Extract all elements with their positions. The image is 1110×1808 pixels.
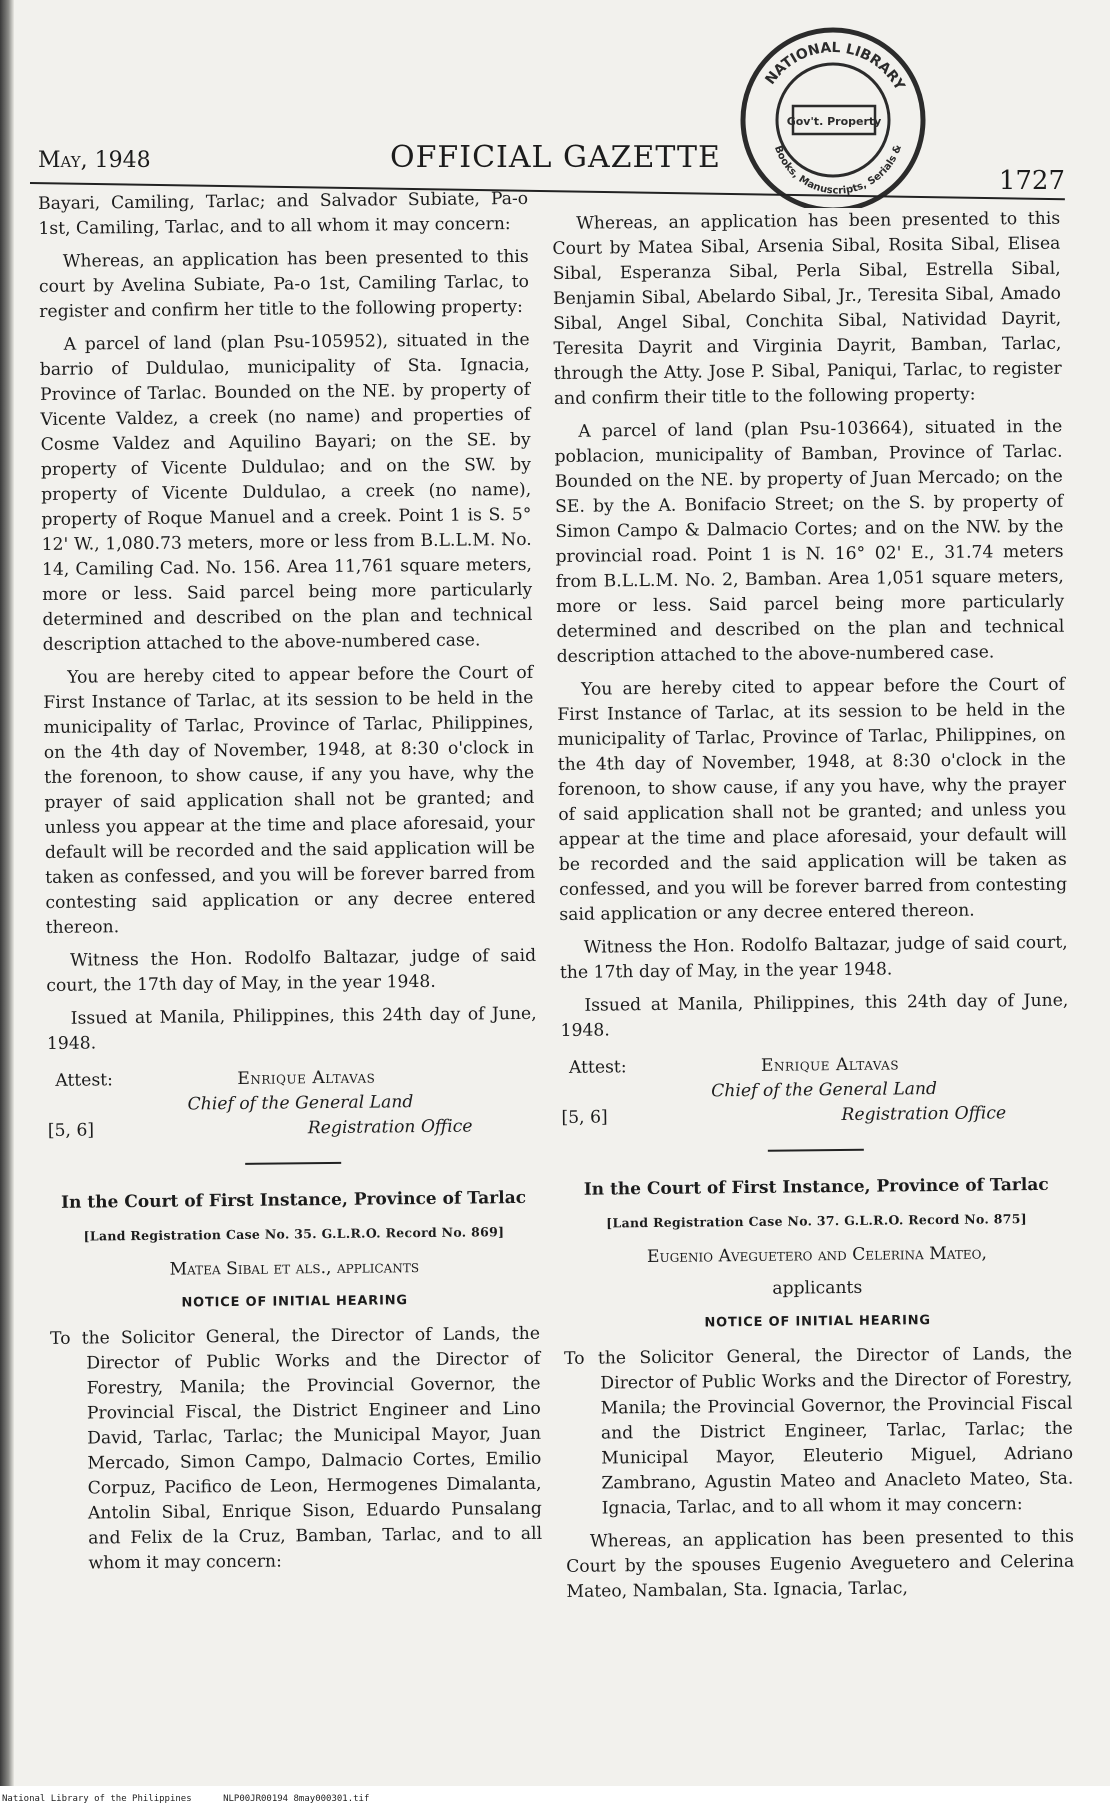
right-paragraph: Witness the Hon. Rodolfo Baltazar, judge of said court, the 17th day of May, in the year 1948. — [559, 932, 1068, 983]
left-paragraph: Whereas, an application has been presented to this court by Avelina Subiate, Pa-o 1st, Camiling Tarlac, to register and confirm her title to the following property: — [38, 246, 530, 322]
attest-label: Attest: — [568, 1057, 627, 1078]
attest-title: Chief of the General Land — [187, 1092, 414, 1115]
footer-source: National Library of the Philippines — [2, 1794, 192, 1804]
addressees-paragraph: To the Solicitor General, the Director of Lands, the Director of Public Works and the Director of Forestry, Manila; the Provincial Governor, the Provincial Fiscal, the District Engineer and Lino David, Tarlac, Tarlac; the Municipal Mayor, Juan Mercado, Simon Campo, Dalmacio Cortes, Emilio Corpuz, Pacifico de Leon, Hermogenes Dimalanta, Antolin Sibal, Enrique Sison, Eduardo Punsalang and Felix de la Cruz, Bamban, Tarlac, and to all whom it may concern: — [49, 1323, 543, 1574]
stamp-center-text: Gov't. Property — [786, 115, 882, 128]
right-attestation — [561, 1051, 1070, 1142]
stamp-outer-text: NATIONAL LIBRARY — [762, 39, 908, 94]
court-heading: In the Court of First Instance, Province of Tarlac — [583, 1174, 1049, 1200]
attest-ref: [5, 6] — [47, 1120, 95, 1141]
left-paragraph: A parcel of land (plan Psu-105952), situated in the barrio of Duldulao, municipality of Sta. Ignacia, Province of Tarlac. Bounded on the NE. by property of Vicente Valdez, a creek (no name) and properties of Cosme Valdez and Aquilino Bayari; on the SE. by property of Vicente Duldulao; and on the SW. by property of Vicente Duldulao, a creek (no name), property of Roque Manuel and a creek. Point 1 is S. 5° 12' W., 1,080.73 meters, more or less from B.L.L.M. No. 14, Camiling Cad. No. 156. Area 11,761 square meters, more or less. Said parcel being more particularly determined and described on the plan and technical description attached to the above-numbered case. — [39, 329, 533, 655]
court-heading: In the Court of First Instance, Province of Tarlac — [61, 1187, 527, 1213]
page-header — [30, 130, 1065, 196]
attest-office: Registration Office — [841, 1103, 1007, 1126]
header-month: May, 1948 — [38, 148, 151, 173]
attest-title: Chief of the General Land — [711, 1079, 938, 1102]
case-reference: [Land Registration Case No. 35. G.L.R.O. Record No. 869] — [83, 1224, 505, 1244]
addressees-paragraph: To the Solicitor General, the Director of Lands, the Director of Public Works and the Director of Forestry, Manila; the Provincial Governor, the Provincial Fiscal and the District Engineer, Tarlac, Tarlac; the Municipal Mayor, Eleuterio Miguel, Adriano Zambrano, Agustin Mateo and Anacleto Mateo, Sta. Ignacia, Tarlac, and to all whom it may concern: — [563, 1343, 1074, 1519]
attest-name: Enrique Altavas — [237, 1067, 376, 1089]
footer-filename: NLP00JR00194 8may000301.tif — [223, 1794, 370, 1804]
scan-footer — [2, 1794, 395, 1804]
right-column — [552, 207, 1075, 1613]
left-attestation — [47, 1064, 538, 1155]
right-paragraph: Whereas, an application has been presented to this Court by the spouses Eugenio Aveguetero and Celerina Mateo, Nambalan, Sta. Ignacia, Tarlac, — [566, 1526, 1075, 1602]
stamp-side-text: Books, Manuscripts, Serials & — [771, 143, 905, 197]
left-column — [38, 187, 543, 1585]
attest-label: Attest: — [55, 1070, 114, 1091]
notice-heading: NOTICE OF INITIAL HEARING — [704, 1313, 931, 1331]
left-paragraph: Issued at Manila, Philippines, this 24th day of June, 1948. — [46, 1003, 537, 1054]
left-paragraph: Bayari, Camiling, Tarlac; and Salvador Subiate, Pa-o 1st, Camiling, Tarlac, and to all whom it may concern: — [38, 188, 529, 239]
attest-office: Registration Office — [307, 1116, 473, 1139]
notice-heading: NOTICE OF INITIAL HEARING — [181, 1293, 408, 1311]
applicants-line: Eugenio Aveguetero and Celerina Mateo, — [646, 1243, 987, 1268]
header-page-number: 1727 — [998, 166, 1065, 196]
right-paragraph: Whereas, an application has been presented to this Court by Matea Sibal, Arsenia Sibal, Rosita Sibal, Elisea Sibal, Esperanza Sibal, Perla Sibal, Estrella Sibal, Benjamin Sibal, Abelardo Sibal, Jr., Teresita Sibal, Amado Sibal, Angel Sibal, Conchita Sibal, Natividad Dayrit, Teresita Dayrit and Virginia Dayrit, Bamban, Tarlac, through the Atty. Jose P. Sibal, Paniqui, Tarlac, to register and confirm their title to the following property: — [552, 208, 1062, 409]
case-reference: [Land Registration Case No. 37. G.L.R.O. Record No. 875] — [606, 1211, 1027, 1231]
scan-edge-shadow — [0, 0, 14, 1808]
left-paragraph: You are hereby cited to appear before the Court of First Instance of Tarlac, at its session to be held in the municipality of Tarlac, Province of Tarlac, Philippines, on the 4th day of November, 1948, at 8:30 o'clock in the forenoon, to show cause, if any you have, why the prayer of said application shall not be granted; and unless you appear at the time and place aforesaid, your default will be recorded and the said application will be taken as confessed, and you will be forever barred from contesting said application or any decree entered thereon. — [43, 662, 536, 938]
attest-name: Enrique Altavas — [760, 1054, 900, 1076]
section-divider — [768, 1149, 864, 1152]
applicants-line: applicants — [772, 1277, 863, 1299]
applicants-line: Matea Sibal et als., applicants — [169, 1257, 420, 1280]
right-paragraph: A parcel of land (plan Psu-103664), situated in the poblacion, municipality of Bamban, Province of Tarlac. Bounded on the NE. by property of Juan Mercado; on the SE. by the A. Bonifacio Street; on the S. by property of Simon Campo & Dalmacio Cortes; and on the NW. by the provincial road. Point 1 is N. 16° 02' E., 31.74 meters from B.L.L.M. No. 2, Bamban. Area 1,051 square meters, more or less. Said parcel being more particularly determined and described on the plan and technical description attached to the above-numbered case. — [554, 416, 1065, 667]
attest-ref: [5, 6] — [561, 1107, 608, 1128]
section-divider — [245, 1162, 341, 1165]
right-paragraph: You are hereby cited to appear before the Court of First Instance of Tarlac, at its session to be held in the municipality of Tarlac, Province of Tarlac, Philippines, on the 4th day of November, 1948, at 8:30 o'clock in the forenoon, to show cause, if any you have, why the prayer of said application shall not be granted; and unless you appear at the time and place aforesaid, your default will be recorded and the said application will be taken as confessed, and you will be forever barred from contesting said application or any decree entered thereon. — [557, 674, 1068, 925]
right-paragraph: Issued at Manila, Philippines, this 24th day of June, 1948. — [560, 990, 1069, 1041]
left-paragraph: Witness the Hon. Rodolfo Baltazar, judge of said court, the 17th day of May, in the year 1948. — [46, 945, 537, 996]
header-title: OFFICIAL GAZETTE — [390, 140, 721, 175]
